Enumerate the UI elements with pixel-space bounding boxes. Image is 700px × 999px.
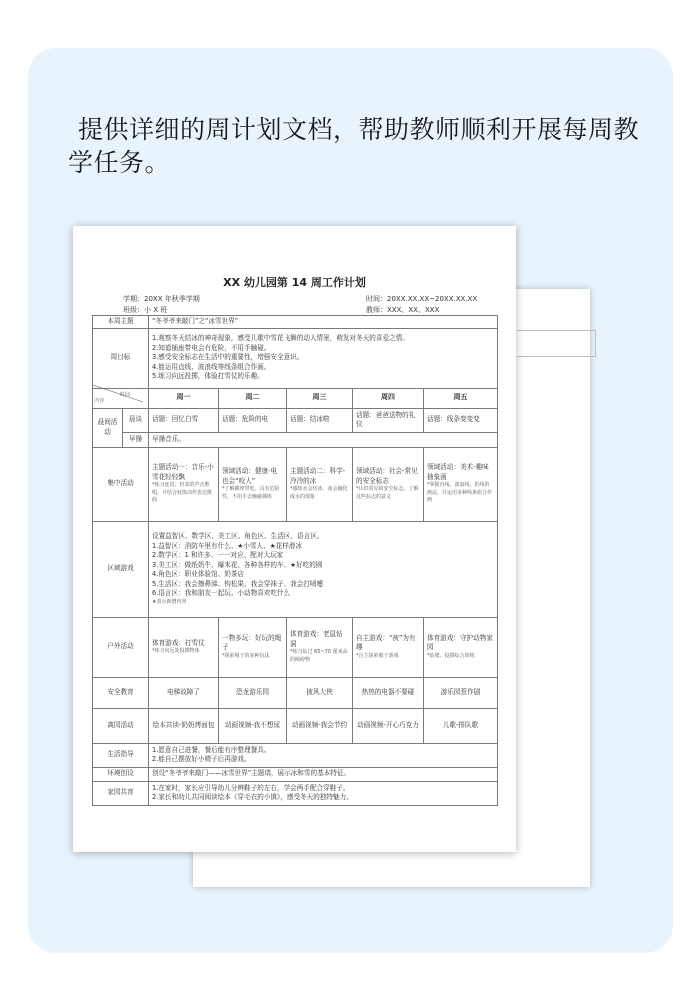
focus-row xyxy=(93,447,498,521)
exercise-row xyxy=(93,432,498,447)
leave-label: 离园活动 xyxy=(93,708,149,743)
focus-title: 领域活动：健康-电也会“咬人” xyxy=(222,467,278,485)
goal-item: 2.知道插座带电会有危险，不用手触碰。 xyxy=(152,343,271,352)
zone-item: 3.美工区：做纸奶牛、爆米花、各种各样的车、★好吃的圆 xyxy=(152,560,323,569)
life-item: 2.能自己摆放好小椅子后再游戏。 xyxy=(152,755,251,763)
theme-label: 本周主题 xyxy=(93,316,149,329)
focus-cell xyxy=(219,447,287,521)
talk-cell: 话题：爸爸送物的礼仪 xyxy=(353,408,424,432)
zone-item: 4.角色区：职业体验馆、奶茶店 xyxy=(152,570,245,578)
outdoor-cell xyxy=(149,617,219,677)
safety-cell: 恐龙游乐园 xyxy=(219,677,287,708)
diagonal-header-cell xyxy=(93,388,149,408)
theme-row xyxy=(93,316,498,329)
zones-note: ★表示新增内容 xyxy=(152,598,187,605)
focus-cell xyxy=(424,447,498,521)
focus-title: 主题活动二：科学-冷冷的冰 xyxy=(290,467,346,485)
page-headline: 提供详细的周计划文档，帮助教师顺利开展每周教学任务。 xyxy=(68,115,640,177)
life-list xyxy=(149,743,498,767)
focus-title: 领域活动：美术-趣味抽象画 xyxy=(427,463,489,481)
leave-cell: 动画视频-开心巧克力 xyxy=(353,708,424,743)
zones-list xyxy=(149,521,498,617)
env-row xyxy=(93,767,498,781)
focus-note: *认识常见的安全标志，了解这些标志的意义 xyxy=(356,486,419,500)
morning-label: 晨间活动 xyxy=(93,408,123,447)
leave-cell: 绘本共读-奶奶烤面包 xyxy=(149,708,219,743)
life-label: 生活指导 xyxy=(93,743,149,767)
exercise-value: 早操音乐。 xyxy=(149,432,498,447)
focus-cell xyxy=(287,447,353,521)
outdoor-row xyxy=(93,617,498,677)
safety-label: 安全教育 xyxy=(93,677,149,708)
life-row xyxy=(93,743,498,767)
outdoor-cell xyxy=(219,617,287,677)
safety-cell: 电梯故障了 xyxy=(149,677,219,708)
goal-item: 1.观察冬天结冰的神奇现象，感受儿歌中雪花飞舞的动人情景，萌发对冬天的喜爱之情。 xyxy=(152,334,409,343)
goal-item: 5.练习向远投掷，体验打雪仗的乐趣。 xyxy=(152,372,264,381)
outdoor-title: 体育游戏：守护动物家园 xyxy=(427,633,493,652)
life-item: 1.愿意自己进餐，餐后能有序整理餐具。 xyxy=(152,745,271,754)
leave-cell: 动画视频-我不想尿 xyxy=(219,708,287,743)
outdoor-note: *钻爬、投掷综合训练 xyxy=(427,652,475,659)
outdoor-title: 体育游戏：老鼠钻洞 xyxy=(290,630,343,648)
talk-cell: 话题：危险的电 xyxy=(219,408,287,432)
home-item: 2.家长和幼儿共同阅读绘本《穿毛衣的小镇》，感受冬天的独特魅力。 xyxy=(152,793,353,801)
focus-note: *了解插座带电，具有危险性，不用手去触碰插座 xyxy=(222,486,280,500)
teacher-field: 教师：XXX、XX、XXX xyxy=(366,306,440,314)
morning-talk-row xyxy=(93,408,498,432)
zone-item: 6.语言区：我和朋友一起玩、小动物喜欢吃什么 xyxy=(152,589,291,597)
goal-item: 4.能运用直线、波浪线等线条组合作画。 xyxy=(152,362,271,371)
focus-label: 集中活动 xyxy=(93,447,149,521)
class-field: 班级：小 X 班 xyxy=(123,306,168,314)
outdoor-note: *练习向远处投掷物体 xyxy=(152,648,200,654)
focus-note: *感知水会结冰，冰会融化成水的现象 xyxy=(290,486,348,500)
goals-list xyxy=(149,328,498,388)
focus-title: 主题活动一：音乐-小雪花轻轻飘 xyxy=(152,463,214,481)
days-header-row xyxy=(93,388,498,408)
outdoor-label: 户外活动 xyxy=(93,617,149,677)
talk-cell: 话题：结冰啦 xyxy=(287,408,353,432)
goals-label: 周目标 xyxy=(93,328,149,388)
outdoor-title: 体育游戏：打雪仗 xyxy=(152,638,205,647)
outdoor-title: 一物多玩：好玩的绳子 xyxy=(222,633,282,652)
talk-cell: 话题：线条变变变 xyxy=(424,408,498,432)
time-field: 时间：20XX.XX.XX~20XX.XX.XX xyxy=(366,295,478,303)
zone-item: 1.益智区：消防车里有什么、★小雪人、★花样滑冰 xyxy=(152,541,302,550)
focus-cell xyxy=(149,447,219,521)
safety-cell: 热热的电器不要碰 xyxy=(353,677,424,708)
outdoor-cell xyxy=(424,617,498,677)
focus-note: *练习连贯、轻柔的声音歌唱，并结合肢体动作表达歌曲 xyxy=(152,482,213,504)
outdoor-cell xyxy=(353,617,424,677)
zones-label: 区域游戏 xyxy=(93,521,149,617)
home-item: 1.在家时，家长应引导幼儿分辨鞋子的左右，学会两手配合穿鞋子。 xyxy=(152,783,350,792)
safety-cell: 游乐园惹作剧 xyxy=(424,677,498,708)
env-label: 环境创设 xyxy=(93,767,149,781)
back-page-table-fragment xyxy=(517,330,596,357)
exercise-label: 早操 xyxy=(123,432,149,447)
theme-value: “冬爷爷来敲门”之“冰雪世界” xyxy=(149,316,498,329)
zone-item: 2.数学区：1 和许多、一一对应、配对大玩家 xyxy=(152,551,284,559)
focus-note: *掌握直线、波浪线、折线的画法，并运用多种线条组合作画 xyxy=(427,482,493,504)
day-header: 周五 xyxy=(424,388,498,408)
term-field: 学期：20XX 年秋季学期 xyxy=(123,295,200,303)
env-value: 创设“冬爷爷来敲门——冰雪世界”主题墙，展示冰和雪的基本特征。 xyxy=(149,767,498,781)
goals-row xyxy=(93,328,498,388)
day-header: 周四 xyxy=(353,388,424,408)
safety-row xyxy=(93,677,498,708)
home-list xyxy=(149,781,498,805)
leave-cell: 儿歌-排队歌 xyxy=(424,708,498,743)
talk-label: 晨谈 xyxy=(123,408,149,432)
leave-cell: 动画视频-我会节约 xyxy=(287,708,353,743)
header-time-label: 时间 xyxy=(120,391,131,398)
zones-row xyxy=(93,521,498,617)
weekly-plan-table xyxy=(92,315,498,806)
focus-title: 领域活动：社会-常见的安全标志 xyxy=(356,467,418,485)
goal-item: 3.感受安全标志在生活中的重要性，增强安全意识。 xyxy=(152,353,304,362)
safety-cell: 披风大侠 xyxy=(287,677,353,708)
outdoor-title: 自主游戏：“被”为有趣 xyxy=(356,633,416,652)
outdoor-cell xyxy=(287,617,353,677)
outdoor-note: *自主探索被子游戏 xyxy=(356,652,399,659)
outdoor-note: *练习钻过 65~70 厘米高的障碍物 xyxy=(290,649,348,663)
home-label: 家园共育 xyxy=(93,781,149,805)
header-content-label: 内容 xyxy=(94,397,105,404)
home-row xyxy=(93,781,498,805)
talk-cell: 话题：回忆白雪 xyxy=(149,408,219,432)
focus-cell xyxy=(353,447,424,521)
zone-item: 5.生活区：我会擦鼻涕、钩松果、我会穿袜子、我会打喷嚏 xyxy=(152,579,324,588)
document-title: XX 幼儿园第 14 周工作计划 xyxy=(223,276,366,289)
leave-row xyxy=(93,708,498,743)
document-page xyxy=(73,226,516,852)
day-header: 周三 xyxy=(287,388,353,408)
day-header: 周二 xyxy=(219,388,287,408)
outdoor-note: *探索绳子的多种玩法 xyxy=(222,652,270,659)
day-header: 周一 xyxy=(149,388,219,408)
zone-item: 设置益智区、数学区、美工区、角色区、生活区、语言区。 xyxy=(152,532,324,540)
